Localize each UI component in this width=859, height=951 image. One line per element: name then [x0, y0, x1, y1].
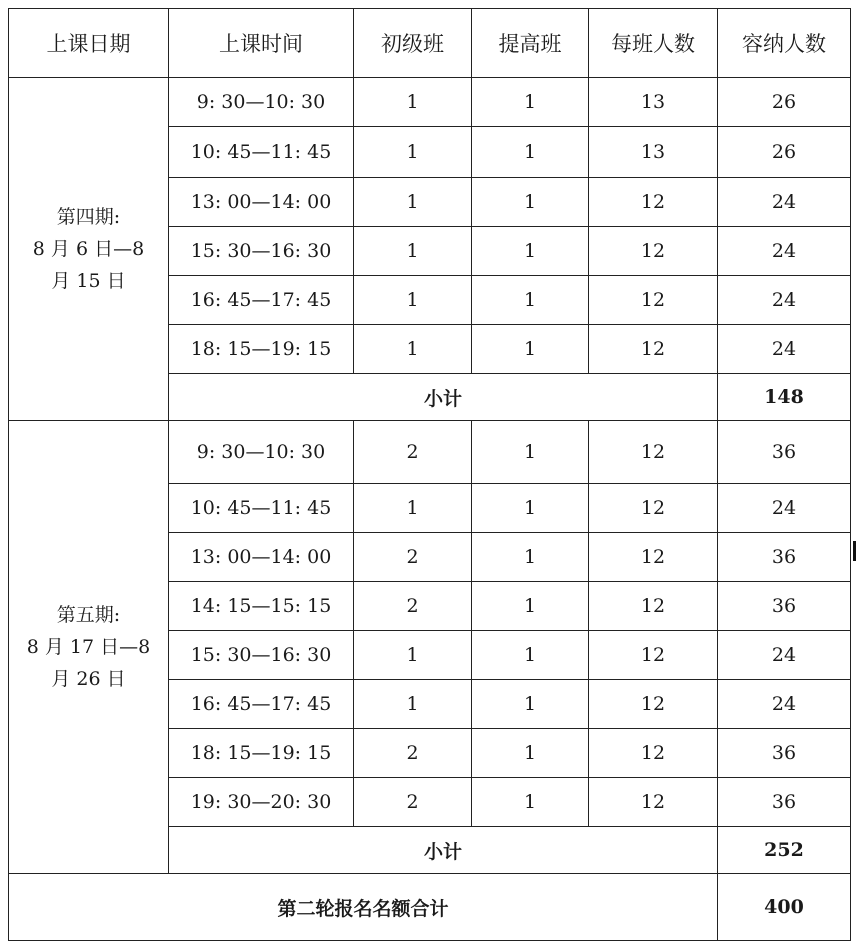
advanced-count-cell: 1	[472, 127, 589, 178]
session-label-line: 8 月 6 日—8	[32, 238, 145, 260]
time-cell: 10: 45—11: 45	[169, 127, 354, 178]
per-class-cell: 12	[589, 227, 718, 276]
table-row	[9, 78, 851, 127]
capacity-cell: 24	[718, 631, 851, 680]
basic-count-cell: 1	[354, 78, 472, 127]
per-class-cell: 12	[589, 325, 718, 374]
time-cell: 18: 15—19: 15	[169, 729, 354, 778]
session-label	[9, 78, 169, 421]
capacity-cell: 36	[718, 778, 851, 827]
advanced-count-cell: 1	[472, 680, 589, 729]
time-cell: 10: 45—11: 45	[169, 484, 354, 533]
basic-count-cell: 1	[354, 227, 472, 276]
total-value: 400	[718, 874, 851, 941]
advanced-count-cell: 1	[472, 582, 589, 631]
basic-count-cell: 1	[354, 631, 472, 680]
advanced-count-cell: 1	[472, 778, 589, 827]
session-label-line: 月 26 日	[51, 668, 126, 690]
per-class-cell: 12	[589, 778, 718, 827]
table-row	[9, 421, 851, 484]
basic-count-cell: 1	[354, 276, 472, 325]
schedule-table	[8, 8, 851, 941]
basic-count-cell: 2	[354, 421, 472, 484]
session-label-line: 第四期:	[56, 206, 121, 228]
basic-count-cell: 1	[354, 680, 472, 729]
header-capacity: 容纳人数	[718, 9, 851, 78]
table-body	[9, 78, 851, 874]
per-class-cell: 12	[589, 421, 718, 484]
advanced-count-cell: 1	[472, 325, 589, 374]
header-per-class: 每班人数	[589, 9, 718, 78]
header-time: 上课时间	[169, 9, 354, 78]
header-row	[9, 9, 851, 78]
subtotal-label: 小计	[169, 374, 718, 421]
time-cell: 9: 30—10: 30	[169, 78, 354, 127]
basic-count-cell: 1	[354, 484, 472, 533]
capacity-cell: 24	[718, 178, 851, 227]
per-class-cell: 13	[589, 127, 718, 178]
basic-count-cell: 2	[354, 778, 472, 827]
time-cell: 14: 15—15: 15	[169, 582, 354, 631]
capacity-cell: 24	[718, 325, 851, 374]
advanced-count-cell: 1	[472, 227, 589, 276]
session-label	[9, 421, 169, 874]
advanced-count-cell: 1	[472, 178, 589, 227]
basic-count-cell: 2	[354, 729, 472, 778]
per-class-cell: 12	[589, 178, 718, 227]
subtotal-value: 148	[718, 374, 851, 421]
per-class-cell: 12	[589, 631, 718, 680]
advanced-count-cell: 1	[472, 729, 589, 778]
time-cell: 16: 45—17: 45	[169, 680, 354, 729]
advanced-count-cell: 1	[472, 533, 589, 582]
capacity-cell: 24	[718, 227, 851, 276]
time-cell: 13: 00—14: 00	[169, 178, 354, 227]
margin-mark	[853, 541, 856, 561]
capacity-cell: 36	[718, 421, 851, 484]
basic-count-cell: 1	[354, 127, 472, 178]
total-row	[9, 874, 851, 941]
capacity-cell: 24	[718, 484, 851, 533]
header-date: 上课日期	[9, 9, 169, 78]
per-class-cell: 12	[589, 276, 718, 325]
time-cell: 13: 00—14: 00	[169, 533, 354, 582]
capacity-cell: 24	[718, 680, 851, 729]
time-cell: 18: 15—19: 15	[169, 325, 354, 374]
session-label-line: 月 15 日	[51, 270, 126, 292]
header-basic-class: 初级班	[354, 9, 472, 78]
time-cell: 15: 30—16: 30	[169, 631, 354, 680]
basic-count-cell: 1	[354, 178, 472, 227]
per-class-cell: 13	[589, 78, 718, 127]
advanced-count-cell: 1	[472, 484, 589, 533]
basic-count-cell: 2	[354, 533, 472, 582]
capacity-cell: 26	[718, 127, 851, 178]
time-cell: 19: 30—20: 30	[169, 778, 354, 827]
basic-count-cell: 1	[354, 325, 472, 374]
subtotal-label: 小计	[169, 827, 718, 874]
per-class-cell: 12	[589, 729, 718, 778]
per-class-cell: 12	[589, 533, 718, 582]
session-label-line: 8 月 17 日—8	[26, 636, 151, 658]
total-label: 第二轮报名名额合计	[9, 874, 718, 941]
advanced-count-cell: 1	[472, 631, 589, 680]
per-class-cell: 12	[589, 582, 718, 631]
advanced-count-cell: 1	[472, 276, 589, 325]
capacity-cell: 26	[718, 78, 851, 127]
capacity-cell: 36	[718, 582, 851, 631]
time-cell: 16: 45—17: 45	[169, 276, 354, 325]
advanced-count-cell: 1	[472, 421, 589, 484]
basic-count-cell: 2	[354, 582, 472, 631]
header-advanced-class: 提高班	[472, 9, 589, 78]
per-class-cell: 12	[589, 484, 718, 533]
subtotal-value: 252	[718, 827, 851, 874]
session-label-line: 第五期:	[56, 604, 121, 626]
time-cell: 9: 30—10: 30	[169, 421, 354, 484]
per-class-cell: 12	[589, 680, 718, 729]
capacity-cell: 36	[718, 533, 851, 582]
capacity-cell: 36	[718, 729, 851, 778]
advanced-count-cell: 1	[472, 78, 589, 127]
capacity-cell: 24	[718, 276, 851, 325]
time-cell: 15: 30—16: 30	[169, 227, 354, 276]
